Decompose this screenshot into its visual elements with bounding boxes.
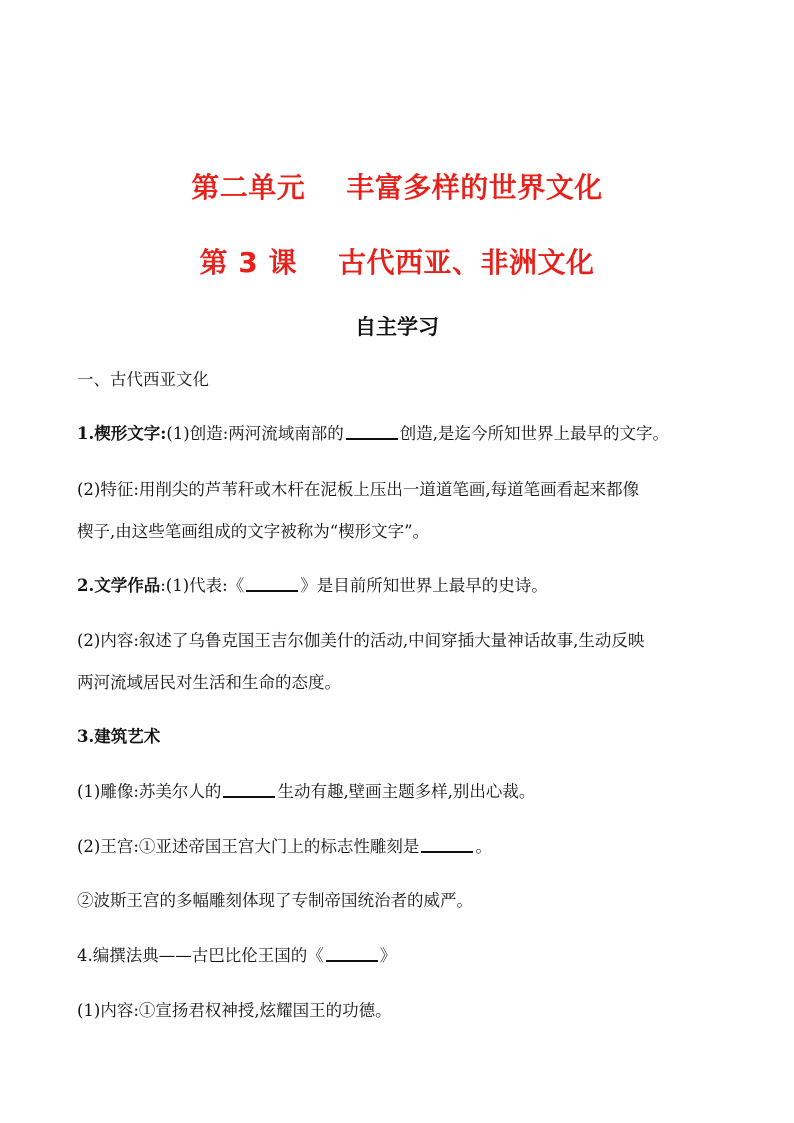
code-text-before: 4.编撰法典——古巴比伦王国的《: [77, 946, 324, 965]
literature-text-before: :(1)代表:《: [160, 576, 245, 595]
fill-blank-4[interactable]: [421, 834, 473, 853]
paragraph-palace-assyria: [77, 833, 492, 861]
fill-blank-5[interactable]: [326, 943, 378, 962]
paragraph-literature: [77, 572, 548, 600]
paragraph-code-content: (1)内容:①宣扬君权神授,炫耀国王的功德。: [77, 1001, 392, 1020]
paragraph-literature-content-line1: (2)内容:叙述了乌鲁克国王吉尔伽美什的活动,中间穿插大量神话故事,生动反映: [77, 631, 645, 650]
paragraph-literature-content-line2: 两河流域居民对生活和生命的态度。: [77, 673, 341, 692]
paragraph-statues: [77, 778, 535, 806]
heading-ancient-west-asia: 一、古代西亚文化: [77, 370, 209, 389]
fill-blank-1[interactable]: [346, 421, 398, 440]
fill-blank-3[interactable]: [223, 779, 275, 798]
section-title: 自主学习: [355, 315, 439, 339]
fill-blank-2[interactable]: [246, 573, 298, 592]
code-text-after: 》: [379, 946, 397, 965]
paragraph-cuneiform-feature-line2: 楔子,由这些笔画组成的文字被称为“楔形文字”。: [77, 522, 430, 541]
paragraph-palace-persia: ②波斯王宫的多幅雕刻体现了专制帝国统治者的威严。: [77, 891, 473, 910]
lesson-title: 第 3 课 古代西亚、非洲文化: [199, 246, 595, 279]
paragraph-code-of-law: [77, 942, 396, 970]
heading-architecture: 3.建筑艺术: [77, 727, 161, 746]
statues-text-after: 生动有趣,壁画主题多样,别出心裁。: [277, 782, 536, 801]
palace-text-before: (2)王宫:①亚述帝国王宫大门上的标志性雕刻是: [77, 837, 420, 856]
paragraph-cuneiform-creation: [77, 420, 669, 448]
statues-text-before: (1)雕像:苏美尔人的: [77, 782, 222, 801]
paragraph-cuneiform-feature-line1: (2)特征:用削尖的芦苇秆或木杆在泥板上压出一道道笔画,每道笔画看起来都像: [77, 480, 640, 499]
palace-text-after: 。: [475, 837, 492, 856]
literature-label: 2.文学作品: [77, 576, 161, 595]
unit-title: 第二单元 丰富多样的世界文化: [191, 171, 603, 204]
cuneiform-text-after: 创造,是迄今所知世界上最早的文字。: [399, 424, 670, 443]
cuneiform-label: 1.楔形文字:: [77, 424, 167, 443]
literature-text-after: 》是目前所知世界上最早的史诗。: [300, 576, 548, 595]
cuneiform-text-before: (1)创造:两河流域南部的: [166, 424, 344, 443]
